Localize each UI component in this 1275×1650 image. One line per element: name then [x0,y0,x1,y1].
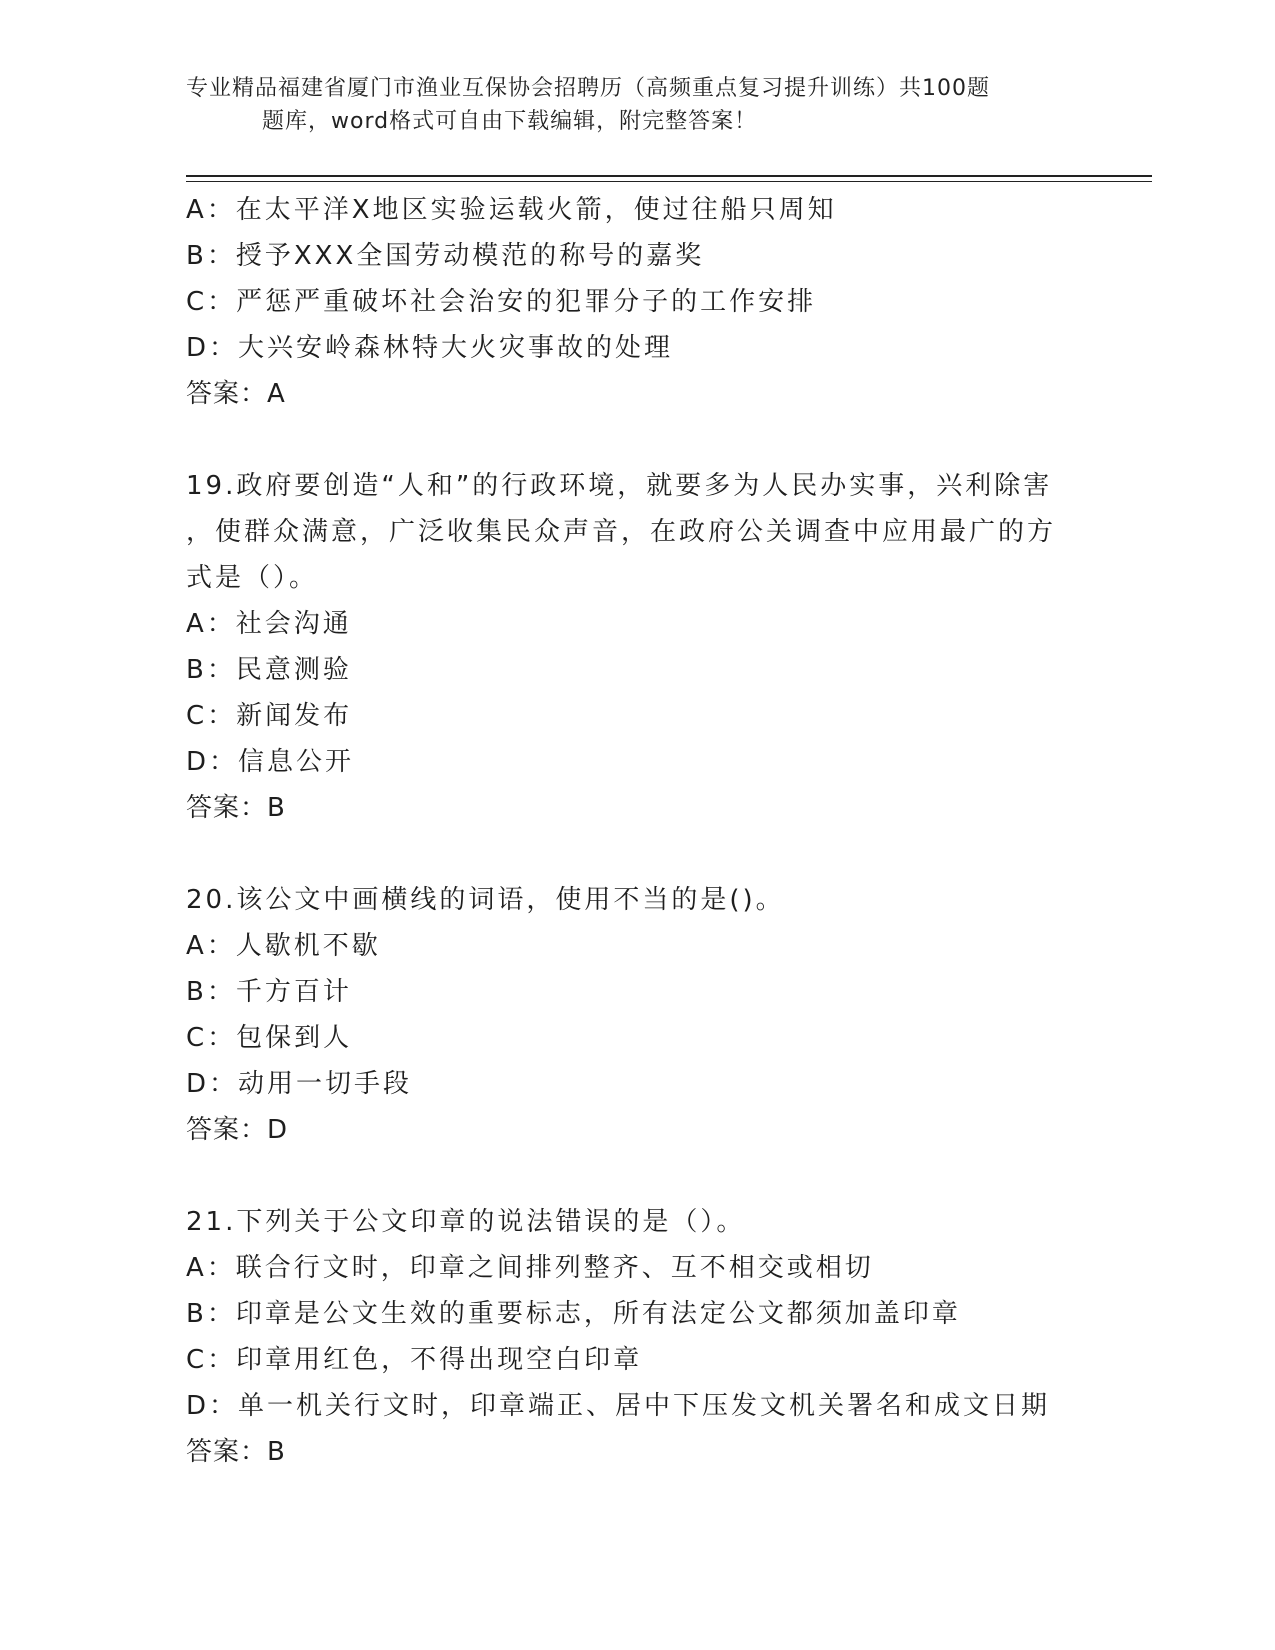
option-c: C：新闻发布 [186,701,353,731]
option-d: D：动用一切手段 [186,1069,413,1099]
header-title-line1: 专业精品福建省厦门市渔业互保协会招聘历（高频重点复习提升训练）共100题 [186,76,990,101]
option-d: D：单一机关行文时，印章端正、居中下压发文机关署名和成文日期 [186,1391,1051,1421]
option-c: C：严惩严重破坏社会治安的犯罪分子的工作安排 [186,287,817,317]
option-a: A：社会沟通 [186,609,352,639]
option-c: C：印章用红色，不得出现空白印章 [186,1345,643,1375]
question-list [186,187,1116,1475]
option-c: C：包保到人 [186,1023,353,1053]
question-stem: 19.政府要创造“人和”的行政环境，就要多为人民办实事，兴利除害 [186,471,1053,501]
document-header [186,72,1086,138]
option-a: A：在太平洋X地区实验运载火箭，使过往船只周知 [186,195,837,225]
option-a: A：联合行文时，印章之间排列整齐、互不相交或相切 [186,1253,874,1283]
question-stem: 式是（）。 [186,563,319,593]
option-b: B：印章是公文生效的重要标志，所有法定公文都须加盖印章 [186,1299,961,1329]
spacer [186,831,1116,877]
answer-line: 答案：B [186,793,286,823]
question-stem: 20.该公文中画横线的词语，使用不当的是()。 [186,885,785,915]
option-b: B：民意测验 [186,655,352,685]
answer-line: 答案：B [186,1437,286,1467]
spacer [186,417,1116,463]
header-divider-thick [186,175,1152,177]
option-b: B：授予XXX全国劳动模范的称号的嘉奖 [186,241,705,271]
header-divider-thin [186,181,1152,182]
question-20 [186,877,1116,1153]
header-title-line2: 题库，word格式可自由下载编辑，附完整答案！ [262,109,758,134]
answer-line: 答案：D [186,1115,289,1145]
answer-line: 答案：A [186,379,286,409]
question-19 [186,463,1116,831]
question-stem: 21.下列关于公文印章的说法错误的是（）。 [186,1207,746,1237]
spacer [186,1153,1116,1199]
question-18-continued [186,187,1116,417]
option-d: D：大兴安岭森林特大火灾事故的处理 [186,333,674,363]
option-a: A：人歇机不歇 [186,931,381,961]
option-b: B：千方百计 [186,977,352,1007]
option-d: D：信息公开 [186,747,355,777]
question-21 [186,1199,1116,1475]
question-stem: ，使群众满意，广泛收集民众声音，在政府公关调查中应用最广的方 [186,517,1057,547]
